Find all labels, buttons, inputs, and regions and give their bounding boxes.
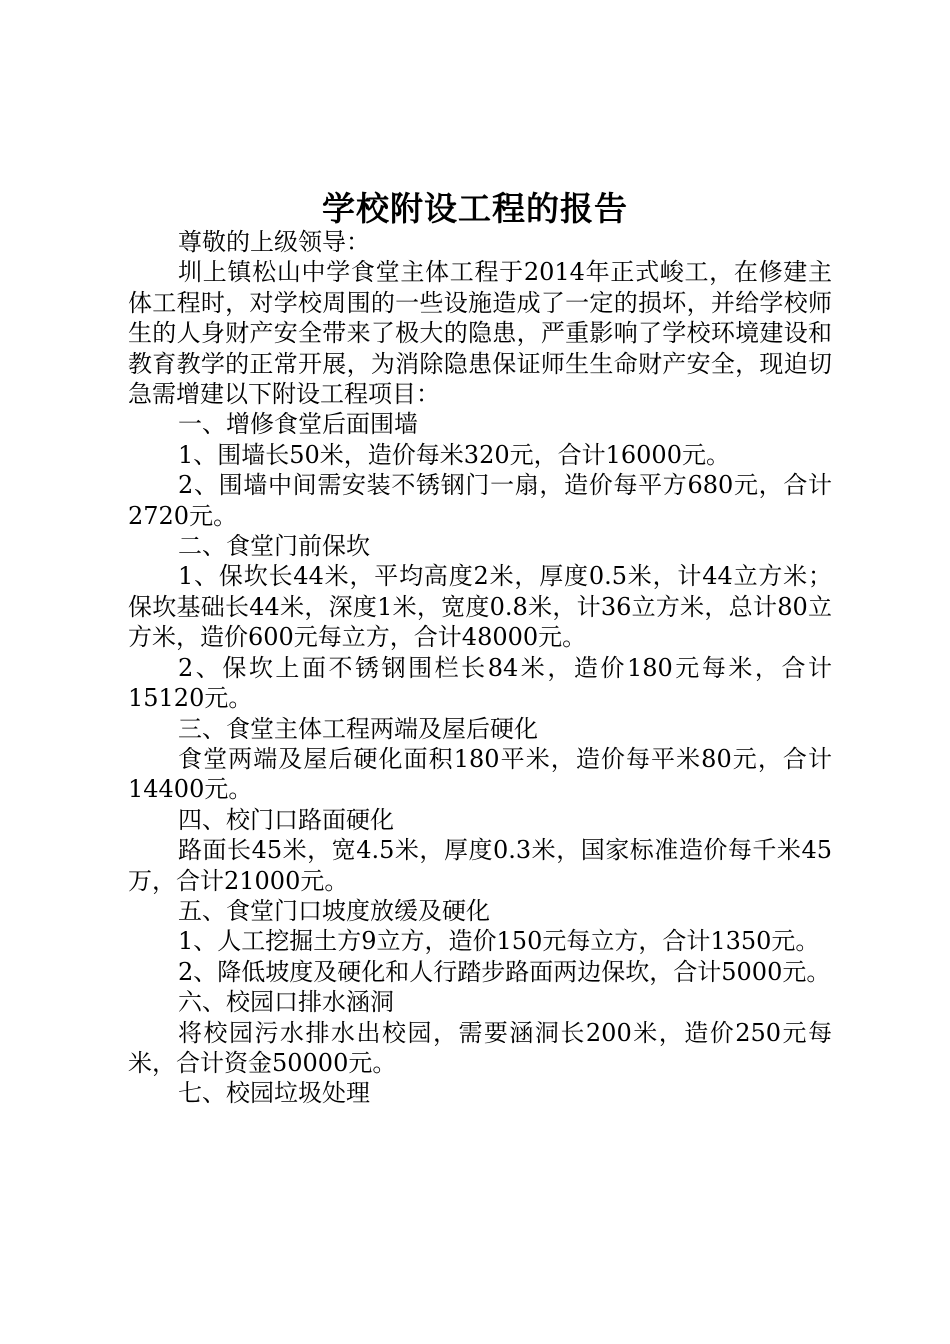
document-body <box>128 227 832 1109</box>
item-paragraph: 1、围墙长50米，造价每米320元，合计16000元。 <box>178 440 730 469</box>
section-heading-7: 七、校园垃圾处理 <box>178 1079 370 1108</box>
section-heading-2: 二、食堂门前保坎 <box>178 532 370 561</box>
section-heading-4: 四、校门口路面硬化 <box>178 805 394 834</box>
item-paragraph: 2、保坎上面不锈钢围栏长84米，造价180元每米，合计15120元。 <box>128 653 832 713</box>
intro-paragraph: 圳上镇松山中学食堂主体工程于2014年正式峻工，在修建主体工程时，对学校周围的一些设施造成了一定的损坏，并给学校师生的人身财产安全带来了极大的隐患，严重影响了学校环境建设和教育教学的正常开展，为消除隐患保证师生生命财产安全，现迫切急需增建以下附设工程项目： <box>128 258 832 409</box>
item-paragraph: 1、保坎长44米，平均高度2米，厚度0.5米，计44立方米；保坎基础长44米，深度1米，宽度0.8米，计36立方米，总计80立方米，造价600元每立方，合计48000元。 <box>128 562 832 652</box>
item-paragraph: 2、降低坡度及硬化和人行踏步路面两边保坎，合计5000元。 <box>178 957 831 986</box>
item-paragraph: 食堂两端及屋后硬化面积180平米，造价每平米80元，合计14400元。 <box>128 744 832 804</box>
section-heading-6: 六、校园口排水涵洞 <box>178 988 394 1017</box>
item-paragraph: 2、围墙中间需安装不锈钢门一扇，造价每平方680元，合计2720元。 <box>128 471 832 530</box>
item-paragraph: 路面长45米，宽4.5米，厚度0.3米，国家标准造价每千米45万，合计21000元。 <box>128 836 832 895</box>
section-heading-5: 五、食堂门口坡度放缓及硬化 <box>178 896 490 925</box>
item-paragraph: 1、人工挖掘土方9立方，造价150元每立方，合计1350元。 <box>178 927 820 956</box>
document-title: 学校附设工程的报告 <box>322 189 628 228</box>
section-heading-1: 一、增修食堂后面围墙 <box>178 410 418 439</box>
section-heading-3: 三、食堂主体工程两端及屋后硬化 <box>178 714 538 743</box>
salutation: 尊敬的上级领导： <box>178 228 370 256</box>
item-paragraph: 将校园污水排水出校园，需要涵洞长200米，造价250元每米，合计资金50000元。 <box>128 1018 832 1077</box>
